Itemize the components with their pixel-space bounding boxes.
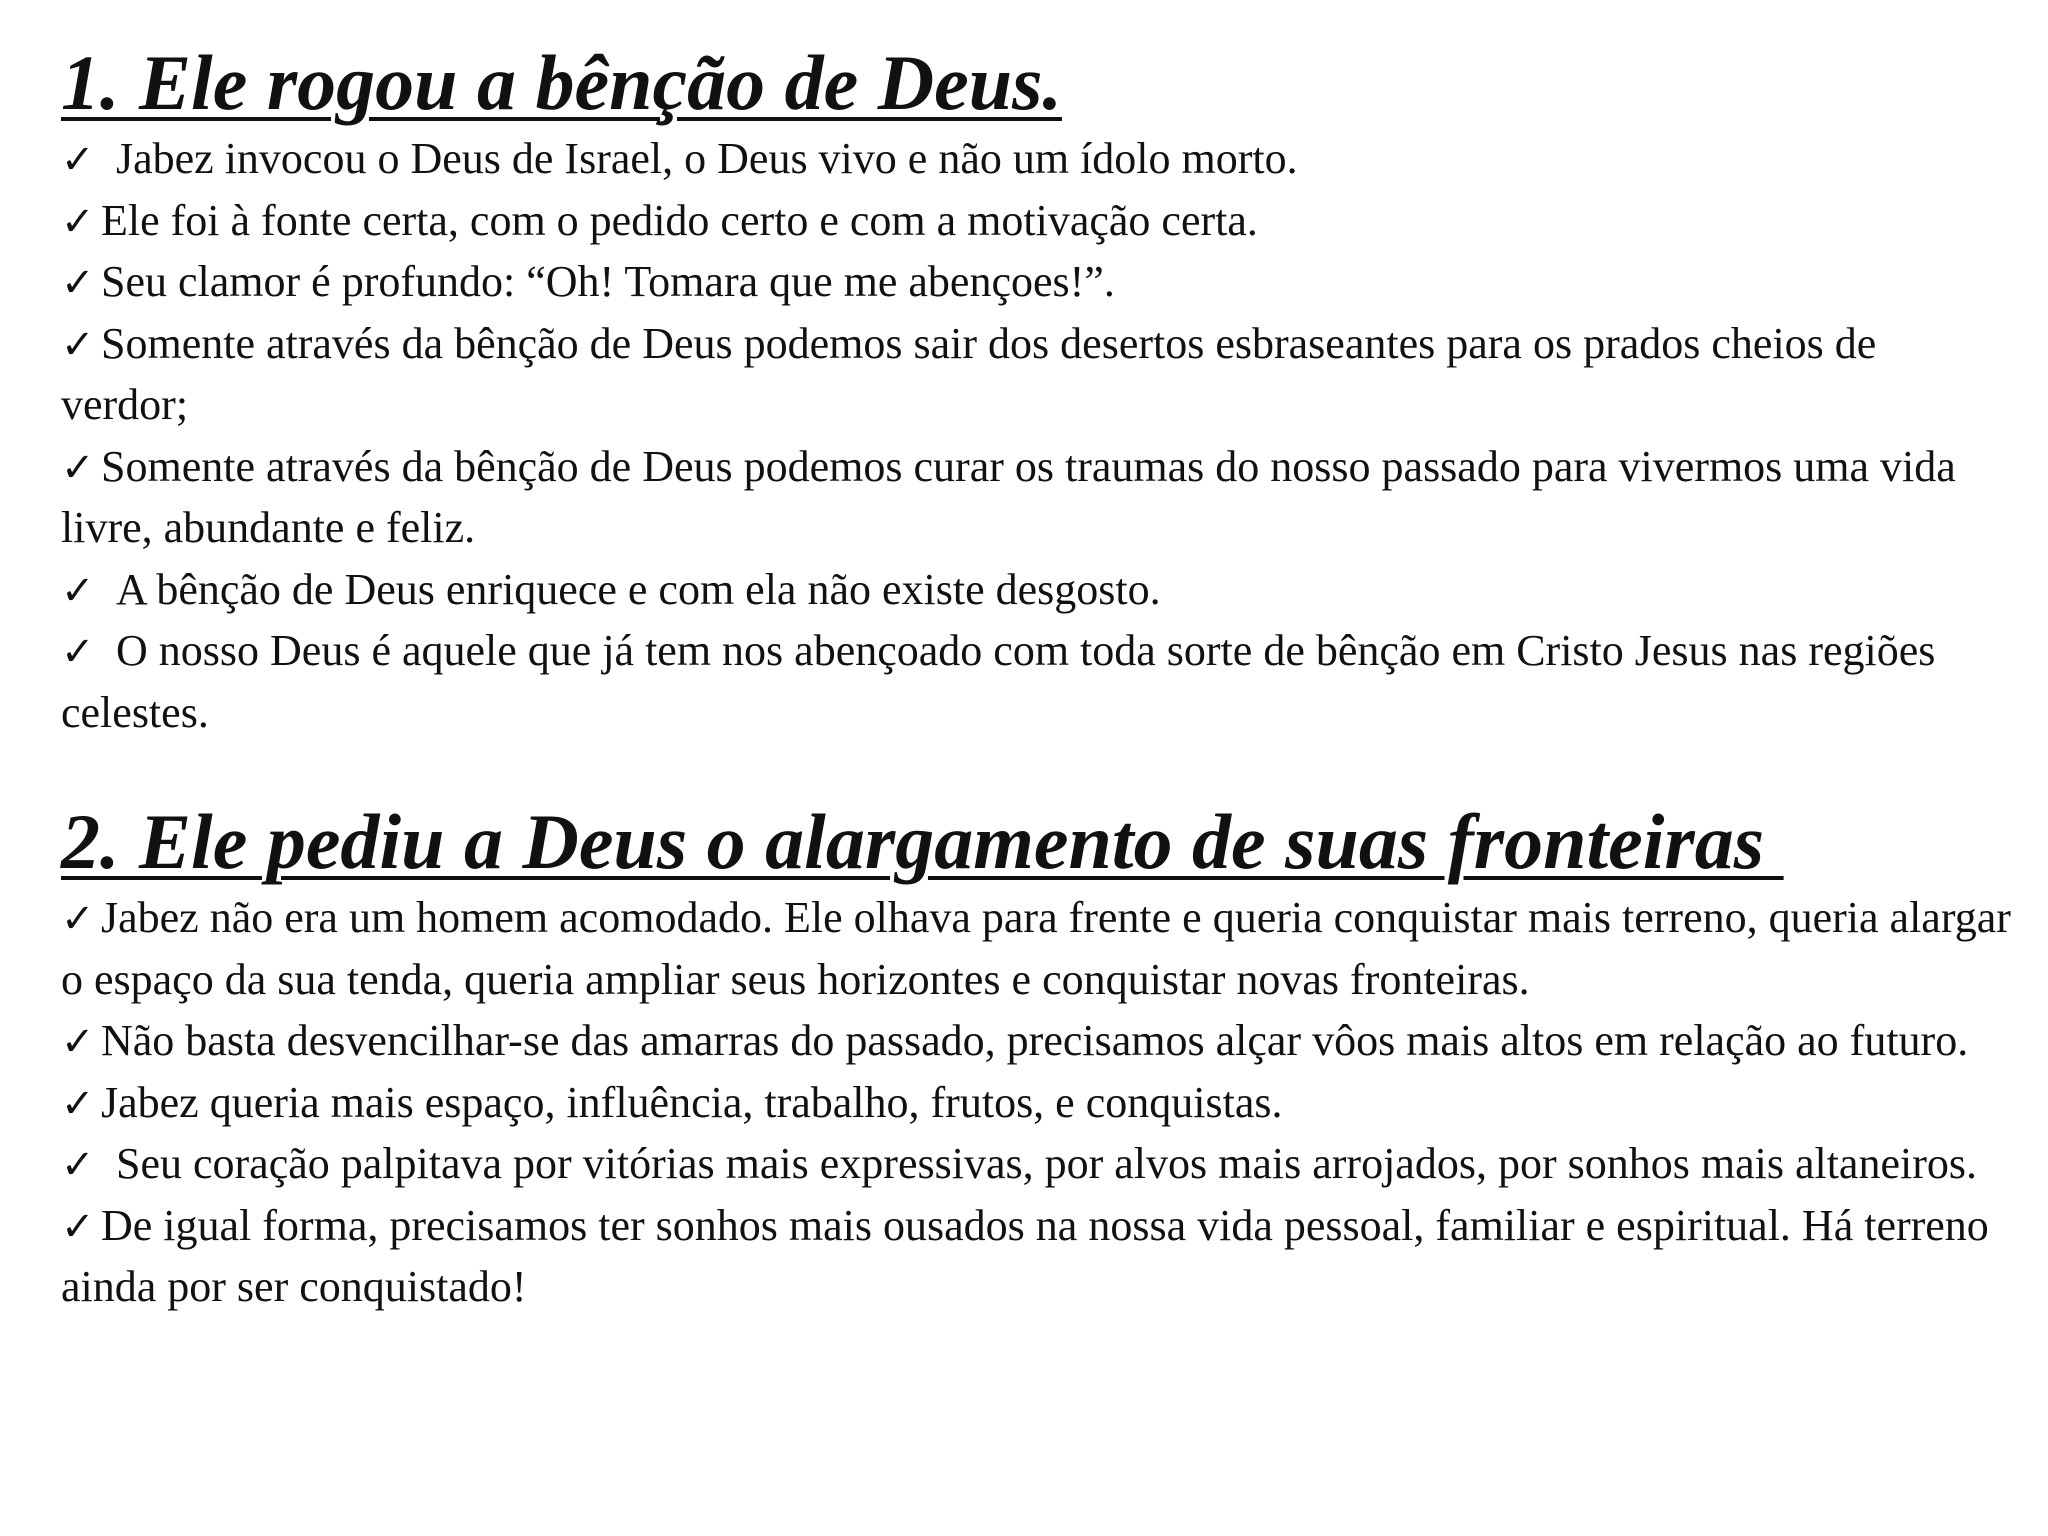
section-2 <box>61 797 2011 1318</box>
checkmark-icon: ✓ <box>61 629 95 674</box>
list-item <box>61 559 2011 621</box>
checkmark-icon: ✓ <box>61 1080 95 1126</box>
checkmark-icon: ✓ <box>61 567 95 613</box>
checkmark-icon: ✓ <box>61 198 95 244</box>
list-item <box>61 887 2011 1010</box>
list-item-text: Não basta desvencilhar-se das amarras do passado, precisamos alçar vôos mais altos em relação ao futuro. <box>101 1016 1969 1065</box>
list-item-text: Ele foi à fonte certa, com o pedido certo e com a motivação certa. <box>101 195 1258 245</box>
list-item <box>61 313 2011 436</box>
list-item-text: Seu coração palpitava por vitórias mais expressivas, por alvos mais arrojados, por sonhos mais altaneiros. <box>116 1139 1977 1188</box>
list-item <box>61 190 2011 252</box>
list-item-text: Jabez invocou o Deus de Israel, o Deus vivo e não um ídolo morto. <box>116 134 1298 183</box>
checkmark-icon: ✓ <box>61 1203 95 1249</box>
list-item <box>61 436 2011 559</box>
checkmark-icon: ✓ <box>61 1142 95 1187</box>
checkmark-icon: ✓ <box>61 260 95 305</box>
list-item <box>61 1072 2011 1134</box>
list-item <box>61 128 2011 190</box>
checkmark-icon: ✓ <box>61 321 95 367</box>
list-item-text: Somente através da bênção de Deus podemos sair dos desertos esbraseantes para os prados cheios de verdor; <box>61 318 1877 429</box>
checkmark-icon: ✓ <box>61 1019 95 1064</box>
section-heading: 2. Ele pediu a Deus o alargamento de suas fronteiras <box>61 798 1784 885</box>
document-page <box>61 38 2011 1318</box>
list-item-text: O nosso Deus é aquele que já tem nos abençoado com toda sorte de bênção em Cristo Jesus nas regiões celestes. <box>61 626 1936 737</box>
section-heading: 1. Ele rogou a bênção de Deus. <box>61 39 1062 126</box>
list-item-text: Jabez não era um homem acomodado. Ele olhava para frente e queria conquistar mais terreno, queria alargar o espaço da sua tenda, queria ampliar seus horizontes e conquistar novas fronteiras. <box>61 893 2011 1004</box>
list-item <box>61 620 2011 743</box>
checkmark-icon: ✓ <box>61 137 95 182</box>
list-item-text: Jabez queria mais espaço, influência, trabalho, frutos, e conquistas. <box>101 1077 1283 1127</box>
list-item-text: A bênção de Deus enriquece e com ela não existe desgosto. <box>116 564 1161 614</box>
list-item-text: De igual forma, precisamos ter sonhos mais ousados na nossa vida pessoal, familiar e espiritual. Há terreno ainda por ser conquistado! <box>61 1200 1989 1311</box>
list-item-text: Somente através da bênção de Deus podemos curar os traumas do nosso passado para vivermos uma vida livre, abundante e feliz. <box>61 441 1956 552</box>
checkmark-icon: ✓ <box>61 444 95 490</box>
list-item <box>61 251 2011 313</box>
section-1 <box>61 38 2011 743</box>
checkmark-icon: ✓ <box>61 896 95 941</box>
list-item <box>61 1010 2011 1072</box>
list-item-text: Seu clamor é profundo: “Oh! Tomara que me abençoes!”. <box>101 257 1115 306</box>
list-item <box>61 1195 2011 1318</box>
list-item <box>61 1133 2011 1195</box>
